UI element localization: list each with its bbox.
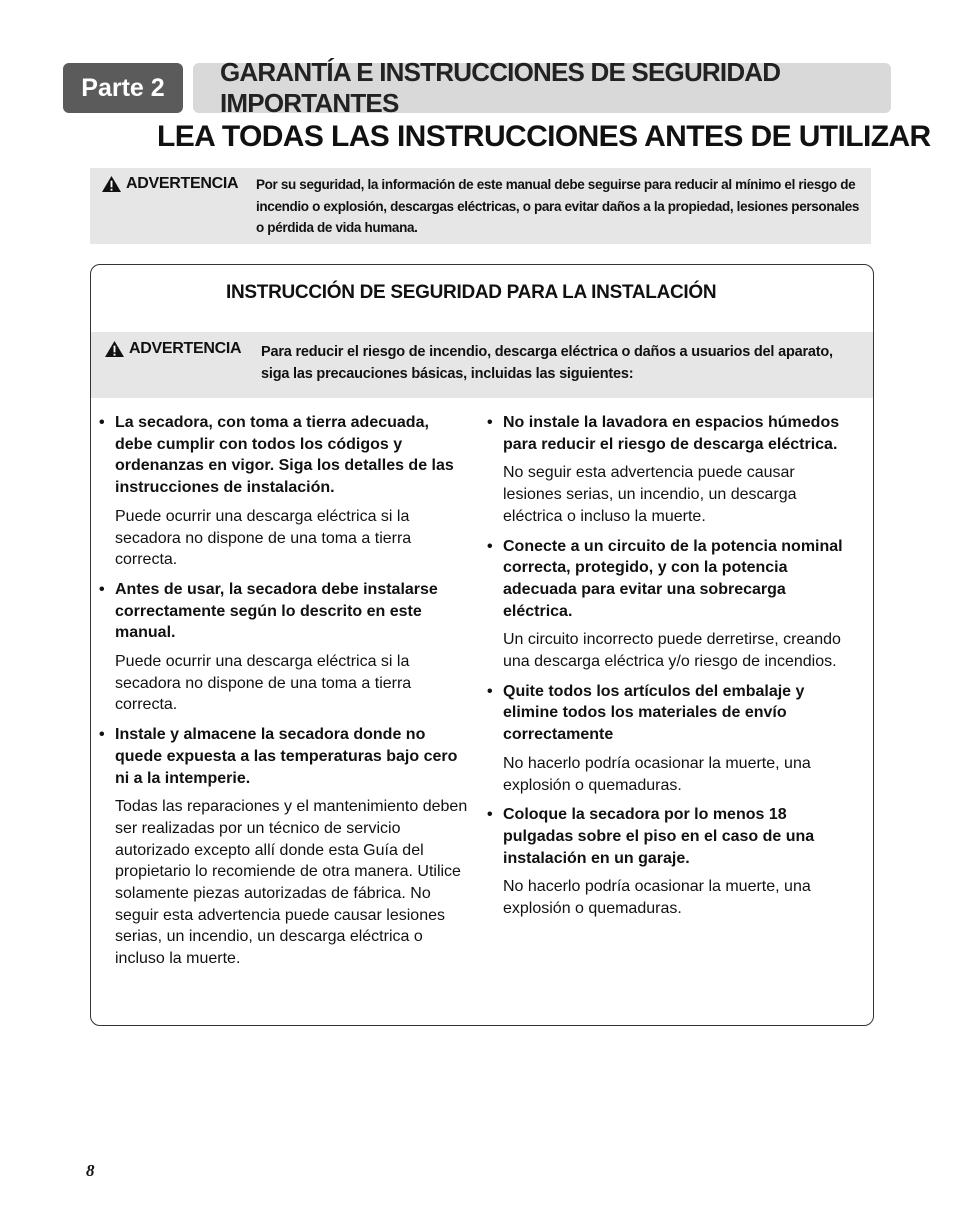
section-title: INSTRUCCIÓN DE SEGURIDAD PARA LA INSTALACIÓN bbox=[226, 282, 717, 303]
bullet-text: Coloque la secadora por lo menos 18 pulgadas sobre el piso en el caso de una instalación en un garaje. bbox=[503, 806, 815, 867]
bullet-text: Conecte a un circuito de la potencia nominal correcta, protegido, y con la potencia adecuada para evitar una sobrecarga eléctrica. bbox=[503, 537, 843, 620]
section-warning-text: Para reducir el riesgo de incendio, descarga eléctrica o daños a usuarios del aparato, siga las precauciones básicas, incluidas las siguientes: bbox=[261, 344, 833, 382]
bullet-icon: • bbox=[487, 414, 493, 431]
list-item bbox=[487, 804, 857, 869]
bullet-text: No instale la lavadora en espacios húmedos para reducir el riesgo de descarga eléctrica. bbox=[503, 414, 840, 453]
bullet-icon: • bbox=[99, 726, 105, 744]
bullet-text: Instale y almacene la secadora donde no quede expuesta a las temperaturas bajo cero ni a la intemperie. bbox=[115, 726, 458, 787]
section-header-bar bbox=[193, 57, 891, 118]
part-label: Parte 2 bbox=[81, 73, 165, 102]
list-item bbox=[487, 681, 857, 746]
list-item bbox=[99, 724, 469, 789]
bullet-text: Antes de usar, la secadora debe instalarse correctamente según lo descrito en este manual. bbox=[115, 580, 438, 642]
warning-label bbox=[101, 175, 238, 193]
item-detail: Todas las reparaciones y el mantenimiento deben ser realizadas por un técnico de servicio autorizado excepto allí donde esta Guía del propietario lo recomiende de otra manera. Utilice solamente piezas autorizadas de fábrica. No seguir esta advertencia puede causar lesiones serias, un incendio, un descarga eléctrica o incluso la muerte. bbox=[115, 798, 468, 968]
item-detail: Un circuito incorrecto puede derretirse, creando una descarga eléctrica y/o riesgo de incendios. bbox=[503, 631, 841, 671]
warning-label bbox=[104, 340, 241, 358]
warning-label-text: ADVERTENCIA bbox=[126, 175, 239, 192]
bullet-text: La secadora, con toma a tierra adecuada, debe cumplir con todos los códigos y ordenanzas en vigor. Siga los detalles de las instrucciones de instalación. bbox=[115, 414, 454, 497]
page-title: LEA TODAS LAS INSTRUCCIONES ANTES DE UTILIZAR bbox=[157, 120, 931, 153]
item-detail: No hacerlo podría ocasionar la muerte, una explosión o quemaduras. bbox=[503, 754, 811, 794]
part-tab bbox=[63, 63, 183, 113]
top-warning-box bbox=[90, 168, 871, 244]
bullet-icon: • bbox=[99, 414, 105, 431]
bullet-icon: • bbox=[487, 682, 493, 700]
section-warning-box bbox=[91, 332, 873, 398]
list-item bbox=[99, 579, 469, 644]
bullet-text: Quite todos los artículos del embalaje y elimine todos los materiales de envío correctamente bbox=[503, 682, 805, 744]
page-number: 8 bbox=[86, 1161, 95, 1180]
warning-label-text: ADVERTENCIA bbox=[129, 340, 242, 357]
list-item bbox=[487, 536, 857, 623]
bullet-icon: • bbox=[487, 806, 493, 824]
left-column bbox=[99, 412, 469, 978]
list-item bbox=[99, 412, 469, 499]
warning-text: Por su seguridad, la información de este manual debe seguirse para reducir al mínimo el riesgo de incendio o explosión, descargas eléctricas, o para evitar daños a la propiedad, lesiones personales o pérdida de vida humana. bbox=[256, 177, 860, 235]
section-heading: GARANTÍA E INSTRUCCIONES DE SEGURIDAD IMPORTANTES bbox=[220, 57, 781, 118]
right-column bbox=[487, 412, 857, 928]
bullet-icon: • bbox=[99, 580, 105, 598]
item-detail: Puede ocurrir una descarga eléctrica si la secadora no dispone de una toma a tierra correcta. bbox=[115, 653, 412, 714]
item-detail: No hacerlo podría ocasionar la muerte, una explosión o quemaduras. bbox=[503, 878, 811, 918]
warning-triangle-icon bbox=[101, 175, 122, 193]
bullet-icon: • bbox=[487, 537, 493, 555]
installation-safety-section bbox=[90, 264, 874, 1026]
warning-triangle-icon bbox=[104, 340, 125, 358]
list-item bbox=[487, 412, 857, 455]
item-detail: No seguir esta advertencia puede causar lesiones serias, un incendio, un descarga eléctrica o incluso la muerte. bbox=[503, 464, 797, 525]
item-detail: Puede ocurrir una descarga eléctrica si la secadora no dispone de una toma a tierra correcta. bbox=[115, 507, 412, 569]
